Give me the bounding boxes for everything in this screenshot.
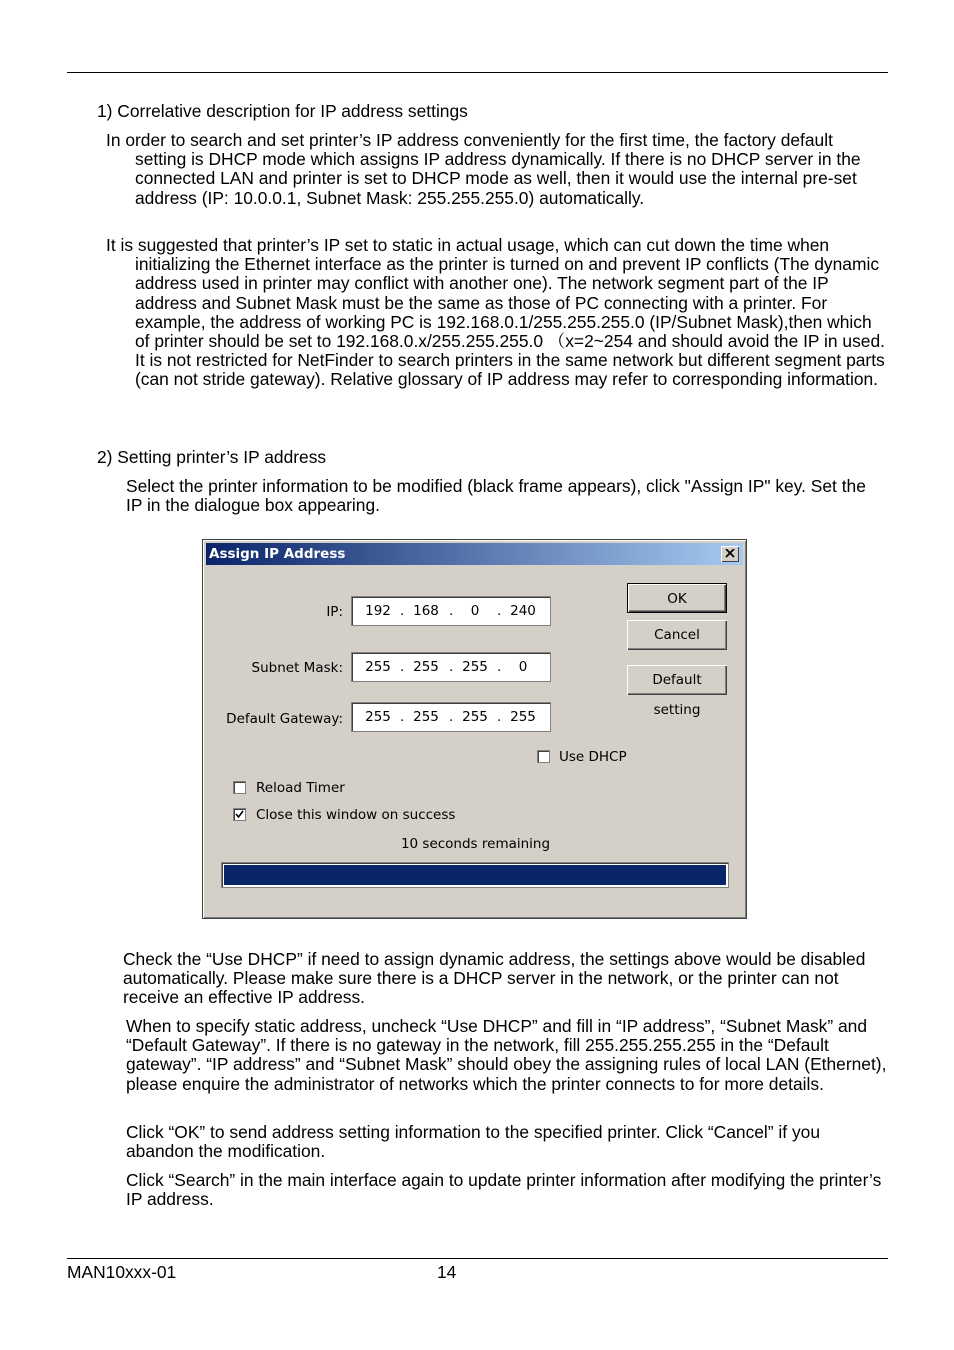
reload-timer-label: Reload Timer xyxy=(256,780,345,796)
ip-octet-4: 240 xyxy=(510,603,536,619)
subnet-dot: . xyxy=(400,659,405,675)
ip-address-input[interactable] xyxy=(351,596,551,626)
subnet-octet-2: 255 xyxy=(413,659,439,675)
close-on-success-checkbox[interactable] xyxy=(233,808,246,821)
countdown-progress-bar xyxy=(221,862,729,888)
subnet-octet-4: 0 xyxy=(518,659,528,675)
close-on-success-label: Close this window on success xyxy=(256,807,456,823)
subnet-dot: . xyxy=(497,659,502,675)
gateway-octet-4: 255 xyxy=(510,709,536,725)
ip-dot: . xyxy=(497,603,502,619)
close-button[interactable] xyxy=(721,546,739,562)
ip-octet-2: 168 xyxy=(413,603,439,619)
section1-paragraph-2: It is suggested that printer’s IP set to static in actual usage, which can cut down the time when initializing the Ethernet interface as the printer is turned on and prevent IP conflicts (The dynamic address used in printer may conflict with another one). The network segment part of the IP address and Subnet Mask must be the same as those of PC connecting with a printer. For example, the address of working PC is 192.168.0.1/255.255.255.0 (IP/Subnet Mask),then which of printer should be set to 192.168.0.x/255.255.255.0 （x=2~254 and should avoid the IP in used. It is not restricted for NetFinder to search printers in the same network but different segment parts (can not stride gateway). Relative glossary of IP address may refer to corresponding information. xyxy=(106,235,885,390)
ip-octet-1: 192 xyxy=(365,603,391,619)
ip-dot: . xyxy=(449,603,454,619)
subnet-mask-input[interactable] xyxy=(351,652,551,682)
subnet-octet-3: 255 xyxy=(462,659,488,675)
countdown-text: 10 seconds remaining xyxy=(400,836,551,852)
close-icon xyxy=(725,549,735,558)
reload-timer-checkbox[interactable] xyxy=(233,781,246,794)
gateway-octet-1: 255 xyxy=(365,709,391,725)
default-gateway-input[interactable] xyxy=(351,702,551,732)
assign-ip-dialog xyxy=(202,539,747,919)
use-dhcp-label: Use DHCP xyxy=(559,749,627,765)
check-icon xyxy=(235,810,244,819)
subnet-octet-1: 255 xyxy=(365,659,391,675)
section1-heading: 1) Correlative description for IP address settings xyxy=(97,101,468,121)
gateway-dot: . xyxy=(400,709,405,725)
use-dhcp-checkbox[interactable] xyxy=(537,750,550,763)
default-setting-button[interactable]: Default setting xyxy=(627,665,727,695)
section1-paragraph-1: In order to search and set printer’s IP address conveniently for the first time, the factory default setting is DHCP mode which assigns IP address dynamically. If there is no DHCP server in the connected LAN and printer is set to DHCP mode as well, then it would use the internal pre-set address (IP: 10.0.0.1, Subnet Mask: 255.255.255.0) automatically. xyxy=(106,130,861,208)
after-paragraph-4: Click “Search” in the main interface again to update printer information after modifying the printer’s IP address. xyxy=(126,1170,882,1210)
after-paragraph-3: Click “OK” to send address setting information to the specified printer. Click “Cancel” if you abandon the modification. xyxy=(126,1122,820,1162)
gateway-dot: . xyxy=(449,709,454,725)
subnet-mask-label: Subnet Mask: xyxy=(251,660,343,676)
subnet-dot: . xyxy=(449,659,454,675)
default-gateway-label: Default Gateway: xyxy=(226,711,343,727)
header-rule xyxy=(67,72,888,73)
ip-dot: . xyxy=(400,603,405,619)
cancel-button[interactable]: Cancel xyxy=(627,620,727,650)
document-code: MAN10xxx-01 xyxy=(67,1262,177,1282)
progress-fill xyxy=(224,865,726,885)
ok-button[interactable]: OK xyxy=(627,583,727,613)
gateway-octet-3: 255 xyxy=(462,709,488,725)
dialog-title: Assign IP Address xyxy=(209,546,346,562)
page-number: 14 xyxy=(437,1262,457,1282)
after-paragraph-2: When to specify static address, uncheck “Use DHCP” and fill in “IP address”, “Subnet Mask” and “Default Gateway”. If there is no gateway in the network, fill 255.255.255.255 in the “Default gateway”. “IP address” and “Subnet Mask” should obey the assigning rules of local LAN (Ethernet), please enquire the administrator of networks which the printer connects to for more details. xyxy=(126,1016,887,1094)
after-paragraph-1: Check the “Use DHCP” if need to assign dynamic address, the settings above would be disabled automatically. Please make sure there is a DHCP server in the network, or the printer can not receive an effective IP address. xyxy=(123,949,866,1008)
ip-label: IP: xyxy=(326,604,343,620)
gateway-octet-2: 255 xyxy=(413,709,439,725)
ip-octet-3: 0 xyxy=(470,603,480,619)
gateway-dot: . xyxy=(497,709,502,725)
footer-rule xyxy=(67,1258,888,1259)
section2-intro: Select the printer information to be modified (black frame appears), click "Assign IP" key. Set the IP in the dialogue box appearing. xyxy=(126,476,866,516)
dialog-titlebar[interactable] xyxy=(206,543,743,565)
section2-heading: 2) Setting printer’s IP address xyxy=(97,447,327,467)
